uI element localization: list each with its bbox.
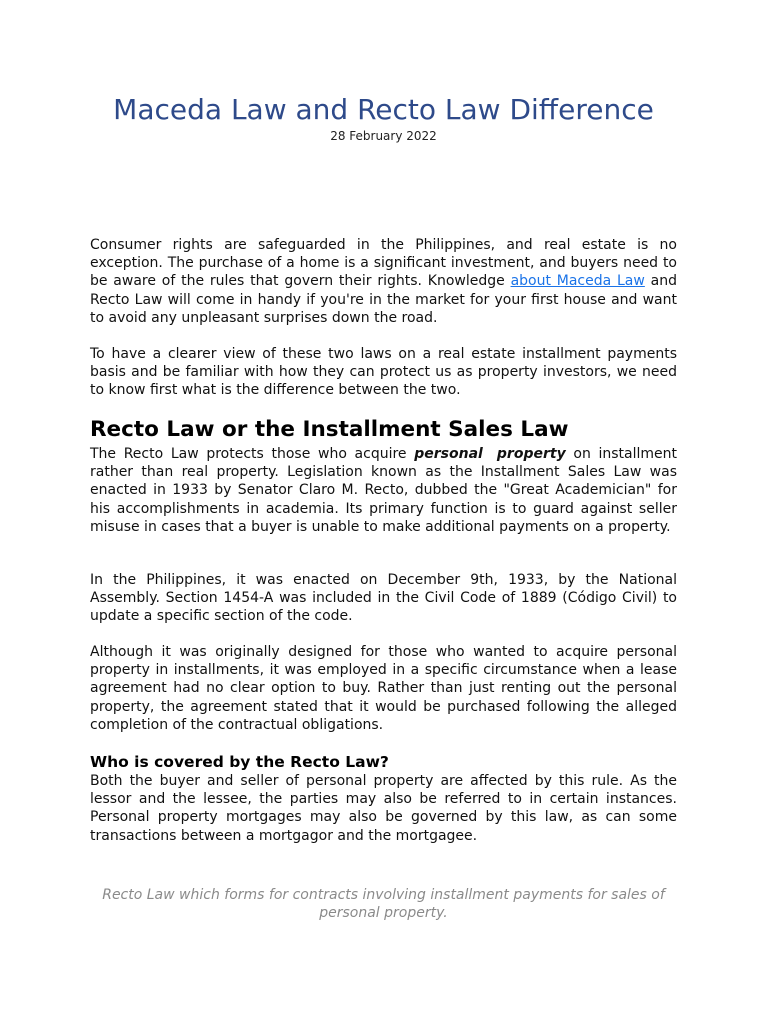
image-caption: Recto Law which forms for contracts involving installment payments for sales of personal property. bbox=[102, 887, 665, 922]
recto-law-paragraph-2: In the Philippines, it was enacted on December 9th, 1933, by the National Assembly. Section 1454-A was included in the Civil Code of 1889 (Código Civil) to update a specific section of the code. bbox=[90, 572, 677, 625]
recto-law-paragraph-1 bbox=[90, 445, 677, 536]
intro-text-end: and Recto Law will come in handy if you're in the market for your first house and want to avoid any unpleasant surprises down the road. bbox=[90, 273, 677, 326]
recto-law-paragraph-3: Although it was originally designed for those who wanted to acquire personal property in installments, it was employed in a specific circumstance when a lease agreement had no clear option to buy. Rather than just renting out the personal property, the agreement stated that it would be purchased following the alleged completion of the contractual obligations. bbox=[90, 644, 677, 733]
section-heading-recto-law: Recto Law or the Installment Sales Law bbox=[90, 417, 569, 442]
page-title: Maceda Law and Recto Law Difference bbox=[113, 93, 654, 126]
subsection-heading-who-is-covered: Who is covered by the Recto Law? bbox=[90, 753, 389, 771]
publish-date: 28 February 2022 bbox=[330, 129, 437, 143]
personal-property-emphasis: personal property bbox=[414, 446, 566, 462]
recto-p1-end: on installment rather than real property. Legislation known as the Installment Sales Law was enacted in 1933 by Senator Claro M. Recto, dubbed the "Great Academician" for his accomplishments in academia. Its primary function is to guard against seller misuse in cases that a buyer is unable to make additional payments on a property. bbox=[90, 446, 678, 535]
intro-text-start: Consumer rights are safeguarded in the Philippines, and real estate is no exception. The purchase of a home is a significant investment, and buyers need to be aware of the rules that govern their rights. Knowledge bbox=[90, 237, 677, 290]
who-is-covered-paragraph: Both the buyer and seller of personal property are affected by this rule. As the lessor and the lessee, the parties may also be referred to in certain instances. Personal property mortgages may also be governed by this law, as can some transactions between a mortgagor and the mortgagee. bbox=[90, 773, 677, 844]
recto-p1-start: The Recto Law protects those who acquire bbox=[90, 446, 415, 462]
about-maceda-law-link[interactable]: about Maceda Law bbox=[510, 273, 645, 290]
overview-paragraph: To have a clearer view of these two laws on a real estate installment payments basis and be familiar with how they can protect us as property investors, we need to know first what is the difference between the two. bbox=[90, 346, 677, 399]
intro-paragraph bbox=[90, 236, 677, 327]
